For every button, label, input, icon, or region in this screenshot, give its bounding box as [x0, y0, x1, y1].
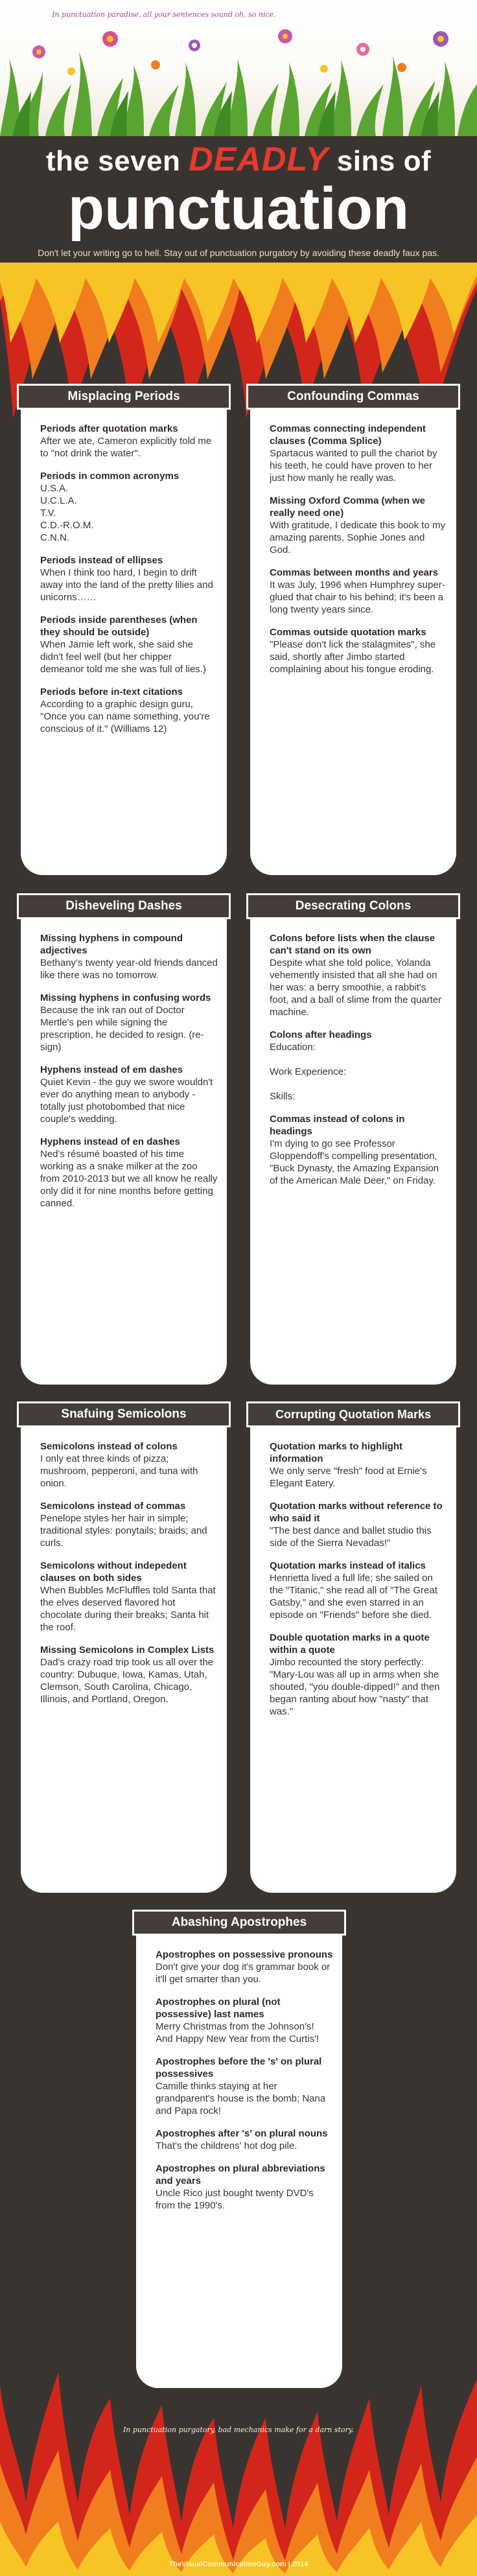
example-line: With gratitude, I dedicate this book to my amazing parents, Sophie Jones and God. — [270, 520, 445, 556]
item-heading: Commas connecting independent clauses (Comma Splice) — [270, 423, 426, 447]
item-example — [270, 579, 447, 616]
title-main: punctuation — [67, 176, 410, 242]
item-heading: Periods instead of ellipses — [40, 555, 163, 566]
example-line: Work Experience: — [270, 1066, 347, 1077]
example-line: That's the childrens' hot dog pile. — [156, 2140, 297, 2151]
sin-item — [40, 1440, 218, 1490]
item-example — [40, 1148, 218, 1210]
example-line: U.C.L.A. — [40, 495, 77, 506]
sin-title-colons: Desecrating Colons — [246, 893, 460, 919]
item-heading: Colons after headings — [270, 1029, 372, 1040]
title-deadly: DEADLY — [189, 141, 329, 178]
sin-item — [270, 1029, 447, 1103]
sin-item — [156, 1996, 333, 2045]
sin-item — [40, 1136, 218, 1210]
item-heading: Hyphens instead of en dashes — [40, 1136, 180, 1147]
item-example — [270, 1525, 447, 1549]
example-line: C.N.N. — [40, 532, 69, 543]
example-line: When Jamie left work, she said she didn't feel well (but her chipper demeanor told me she was full of lies.) — [40, 639, 206, 675]
item-example — [270, 1572, 447, 1621]
item-heading: Double quotation marks in a quote within a quote — [270, 1632, 430, 1656]
example-line: U.S.A. — [40, 483, 69, 494]
item-example — [40, 1453, 218, 1490]
title-pre: the seven — [45, 145, 181, 177]
title-post: sins of — [336, 145, 432, 177]
item-example — [40, 1004, 218, 1053]
item-heading: Periods in common acronyms — [40, 471, 180, 482]
example-line: Jimbo recounted the story perfectly: "Mary-Lou was all up in arms when she shouted, "you double-dipped!" and then began ranting about how "nasty" that was." — [270, 1657, 440, 1717]
item-heading: Apostrophes on plural abbreviations and years — [156, 2163, 325, 2186]
sin-item — [270, 932, 447, 1018]
item-heading: Periods after quotation marks — [40, 423, 178, 434]
item-example — [156, 1961, 333, 1985]
example-line — [270, 1053, 447, 1066]
example-line: T.V. — [40, 508, 56, 519]
item-example — [270, 1138, 447, 1187]
example-line: Quiet Kevin - the guy we swore wouldn't ever do anything mean to anybody - totally just photobombed that nice couple's wedding. — [40, 1077, 213, 1125]
sin-card-commas — [250, 390, 456, 875]
item-example — [40, 1584, 218, 1633]
example-line: Uncle Rico just bought twenty DVD's from the 1990's. — [156, 2188, 314, 2211]
example-line: Don't give your dog it's grammar book or it'll get smarter than you. — [156, 1961, 331, 1985]
credit-line: TheVisualCommunicationGuy.com | 2014 — [169, 2560, 308, 2568]
sin-item — [156, 2055, 333, 2117]
sin-card-apostrophes — [136, 1915, 342, 2388]
item-example — [40, 1656, 218, 1705]
sin-item — [40, 1064, 218, 1125]
example-line: C.D.-R.O.M. — [40, 520, 94, 531]
sin-item — [270, 495, 447, 556]
sin-item — [270, 423, 447, 484]
item-example — [156, 2080, 333, 2117]
sin-item — [40, 992, 218, 1053]
sin-item — [156, 2127, 333, 2152]
example-line: "The best dance and ballet studio this side of the Sierra Nevadas!" — [270, 1525, 432, 1549]
example-line: Merry Christmas from the Johnson's! And Happy New Year from the Curtis'! — [156, 2021, 320, 2044]
item-heading: Missing Semicolons in Complex Lists — [40, 1645, 215, 1656]
example-line: Despite what she told police, Yolanda vehemently insisted that all she had on her was: a berry smoothie, a rabbit's foot, and a ball of slime from the quarter machine. — [270, 957, 442, 1018]
item-example — [40, 957, 218, 981]
item-heading: Apostrophes before the 's' on plural possessives — [156, 2056, 322, 2079]
item-heading: Colons before lists when the clause can't stand on its own — [270, 933, 436, 956]
sin-card-periods — [21, 390, 227, 875]
item-heading: Periods before in-text citations — [40, 686, 183, 697]
item-example — [270, 1656, 447, 1718]
title-line-1 — [0, 140, 477, 179]
example-line: I'm dying to go see Professor Gloppendoff's compelling presentation, "Buck Dynasty, the Amazing Expansion of the American Male Deer," on Friday. — [270, 1138, 439, 1186]
item-heading: Semicolons instead of commas — [40, 1501, 186, 1512]
example-line: After we ate, Cameron explicitly told me to "not drink the water". — [40, 436, 212, 459]
item-heading: Missing hyphens in compound adjectives — [40, 933, 183, 956]
example-line: Ned's résumé boasted of his time working as a snake milker at the zoo from 2010-2013 but we all know he really only did it for nine months before getting canned. — [40, 1149, 218, 1209]
item-heading: Semicolons instead of colons — [40, 1441, 178, 1452]
example-line: It was July, 1996 when Humphrey super-glued that chair to his behind; it's been a long twenty years since. — [270, 580, 445, 615]
item-heading: Semicolons without indepedent clauses on both sides — [40, 1560, 187, 1584]
example-line: Camille thinks staying at her grandparent's house is the bomb; Nana and Papa rock! — [156, 2081, 326, 2116]
example-line: Education: — [270, 1042, 316, 1053]
sin-title-quotation-marks: Corrupting Quotation Marks — [246, 1401, 460, 1427]
sin-item — [270, 1500, 447, 1549]
item-example — [270, 519, 447, 556]
sin-item — [40, 1560, 218, 1633]
sin-item — [156, 1949, 333, 1985]
sin-item — [270, 1440, 447, 1490]
sin-title-periods: Misplacing Periods — [17, 384, 231, 410]
item-heading: Commas outside quotation marks — [270, 627, 426, 638]
item-heading: Periods inside parentheses (when they should be outside) — [40, 615, 198, 638]
sin-item — [156, 2162, 333, 2212]
example-line: Spartacus wanted to pull the chariot by his teeth, he could have proven to her just how manly he really was. — [270, 448, 437, 484]
item-heading: Missing Oxford Comma (when we really need one) — [270, 495, 426, 519]
sin-title-semicolons: Snafuing Semicolons — [17, 1401, 231, 1427]
item-example — [270, 447, 447, 484]
sin-item — [40, 554, 218, 603]
header-tagline: In punctuation paradise, all your sentences sound oh, so nice. — [52, 10, 276, 19]
sin-item — [270, 626, 447, 675]
item-heading: Quotation marks instead of italics — [270, 1560, 426, 1571]
example-line: According to a graphic design guru, "Once you can name something, you're conscious of it." (Williams 12) — [40, 699, 210, 734]
sin-item — [40, 932, 218, 981]
sin-item — [40, 686, 218, 735]
sin-card-colons — [250, 899, 456, 1385]
item-example — [40, 567, 218, 603]
example-line: Penelope styles her hair in simple; traditional styles: ponytails; braids; and curls. — [40, 1513, 207, 1549]
item-heading: Quotation marks to highlight information — [270, 1441, 402, 1464]
sin-item — [40, 1644, 218, 1705]
item-example — [40, 1512, 218, 1549]
sin-card-dashes — [21, 899, 227, 1385]
example-line: Because the ink ran out of Doctor Mertle's pen while signing the prescription, he decided to resign. (re-sign) — [40, 1005, 204, 1053]
item-heading: Apostrophes after 's' on plural nouns — [156, 2128, 328, 2139]
item-example — [40, 698, 218, 735]
footer-tagline: In punctuation purgatory, bad mechanics make for a darn story. — [122, 2426, 355, 2434]
grass-flowers-illustration — [0, 0, 477, 136]
example-line: I only eat three kinds of pizza; mushroom, pepperoni, and tuna with onion. — [40, 1453, 198, 1489]
sin-item — [40, 1500, 218, 1549]
item-example — [40, 638, 218, 675]
item-example — [270, 1465, 447, 1490]
item-example — [156, 2140, 333, 2152]
example-line: "Please don't lick the stalagmites", she said, shortly after Jimbo started complaining about his tongue eroding. — [270, 639, 436, 675]
item-example — [40, 1076, 218, 1125]
sin-item — [270, 567, 447, 616]
example-line: Dad's crazy road trip took us all over the country: Dubuque, Iowa, Kamas, Utah, Clemson, South Carolina, Chicago, Illinois, and Portland, Oregon. — [40, 1657, 214, 1705]
item-heading: Apostrophes on possessive pronouns — [156, 1949, 333, 1960]
item-heading: Missing hyphens in confusing words — [40, 992, 211, 1003]
example-line: When I think too hard, I begin to drift away into the land of the pretty lilies and unicorns…… — [40, 567, 213, 603]
sin-item — [40, 423, 218, 460]
sin-item — [270, 1113, 447, 1187]
item-example — [156, 2187, 333, 2212]
sin-card-semicolons — [21, 1407, 227, 1893]
item-example — [270, 1041, 447, 1103]
item-example — [40, 482, 218, 544]
item-example — [156, 2020, 333, 2045]
sin-title-dashes: Disheveling Dashes — [17, 893, 231, 919]
subtitle: Don't let your writing go to hell. Stay out of punctuation purgatory by avoiding these deadly faux pas. — [38, 248, 439, 258]
sin-item — [270, 1632, 447, 1718]
sin-item — [40, 470, 218, 544]
item-heading: Quotation marks without reference to who said it — [270, 1501, 443, 1524]
sin-card-quotation-marks — [250, 1408, 456, 1893]
sin-item — [270, 1560, 447, 1621]
item-example — [40, 435, 218, 460]
example-line: Henrietta lived a full life; she sailed on the "Titanic," she read all of "The Great Gatsby," and she even starred in an episode on "Friends" before she died. — [270, 1573, 437, 1621]
item-heading: Apostrophes on plural (not possessive) last names — [156, 1996, 281, 2020]
item-heading: Hyphens instead of em dashes — [40, 1064, 183, 1075]
grass-header — [0, 0, 477, 136]
example-line: Skills: — [270, 1091, 296, 1102]
item-heading: Commas instead of colons in headings — [270, 1114, 405, 1137]
example-line: When Bubbles McFluffles told Santa that the elves deserved flavored hot chocolate during their breaks; Santa hit the roof. — [40, 1585, 216, 1633]
item-example — [270, 957, 447, 1018]
item-heading: Commas between months and years — [270, 567, 439, 578]
example-line: We only serve "fresh" food at Ernie's Elegant Eatery. — [270, 1466, 427, 1489]
example-line: Bethany's twenty year-old friends danced like there was no tomorrow. — [40, 957, 218, 981]
item-example — [270, 638, 447, 675]
sin-item — [40, 614, 218, 675]
sin-title-commas: Confounding Commas — [246, 384, 460, 410]
example-line — [270, 1078, 447, 1090]
sin-title-apostrophes: Abashing Apostrophes — [132, 1910, 346, 1936]
